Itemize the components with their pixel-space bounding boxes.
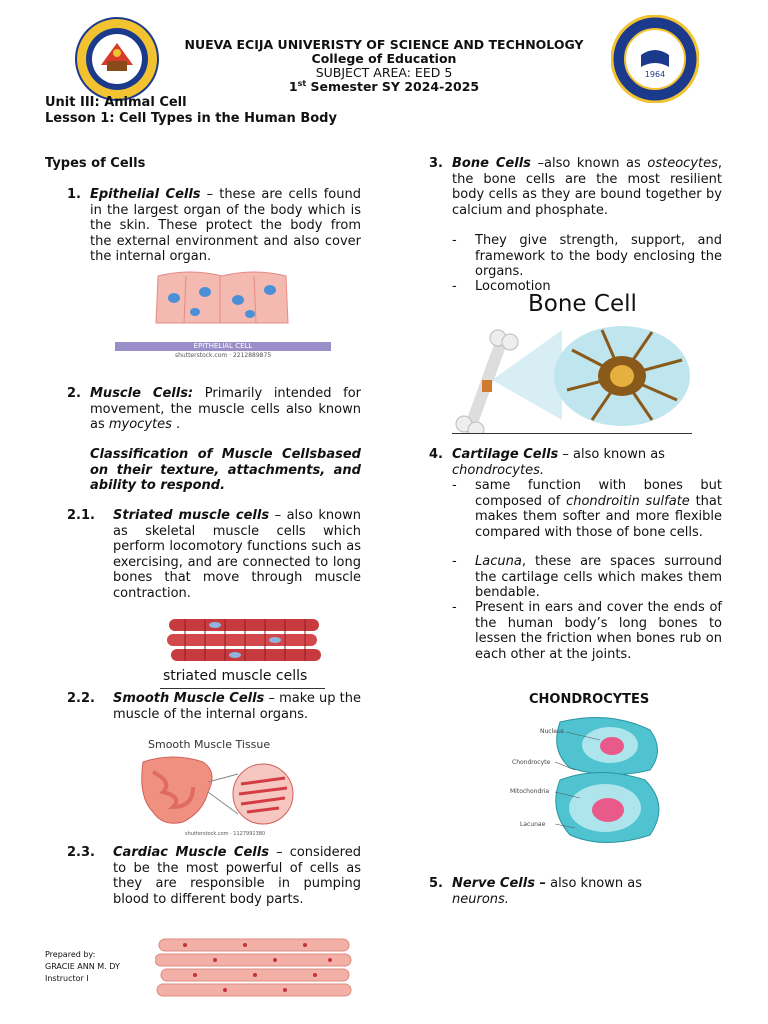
cartilage-bullet-1 [475,478,722,540]
cardiac-text: – considered to be the most powerful of cells as they are responsible in pumping blood to different body parts. [113,845,361,907]
cardiac-muscle-image [155,935,355,1003]
muscle-title: Muscle Cells: [90,386,194,401]
semester-suffix: st [297,79,307,88]
nerve-text-a: also known as [545,876,643,891]
muscle-number: 2. [67,386,81,401]
smooth-title: Smooth Muscle Cells [113,691,265,706]
smooth-muscle-image [133,752,313,832]
bone-image-title: Bone Cell [528,291,637,317]
muscle-classification: Classification of Muscle Cellsbased on their texture, attachments, and ability to respond. [90,447,361,493]
bone-bullet-dash-1: - [452,233,457,248]
epithelial-cell-image [150,268,295,328]
bone-osteocytes: osteocytes [647,156,718,171]
striated-muscle-image [165,613,323,669]
cartilage-bullet-2-b: , these are spaces surround the cartilage cells which makes them bendable. [475,554,722,600]
cartilage-bullet-dash-3: - [452,600,457,615]
college-logo-year: 1964 [644,70,666,79]
striated-paragraph [113,508,361,601]
nerve-title: Nerve Cells – [452,876,546,891]
smooth-image-credit: shutterstock.com · 1127991380 [185,831,266,837]
prepared-by-name: GRACIE ANN M. DY [45,962,120,971]
bone-bullet-1: They give strength, support, and framework to the body enclosing the organs. [475,233,722,279]
striated-image-label: striated muscle cells [163,668,308,684]
chondro-label-chondrocyte: Chondrocyte [512,759,551,766]
striated-underline [160,688,325,689]
bone-text-b: , the bone cells are the most resilient body cells as they are bound together by calcium and phosphate. [452,156,722,218]
epithelial-image-label: EPITHELIAL CELL [115,342,331,351]
bone-bullet-2: Locomotion [475,279,551,294]
chondro-label-nucleus: Nucleus [540,728,564,735]
bone-title: Bone Cells [452,156,531,171]
chondrocytes-image-title: CHONDROCYTES [529,692,650,707]
types-heading: Types of Cells [45,156,146,171]
subject-area: SUBJECT AREA: EED 5 [315,65,453,80]
epithelial-paragraph [90,187,361,265]
epithelial-number: 1. [67,187,81,202]
striated-number: 2.1. [67,508,95,523]
muscle-myocytes: myocytes [108,417,172,432]
muscle-paragraph [90,386,361,433]
cartilage-text-a: – also known as [558,447,665,462]
cartilage-bullet-dash-1: - [452,478,457,493]
semester-number: 1 [288,79,298,95]
cartilage-bullet-1-italic: chondroitin sulfate [566,493,690,509]
cartilage-title: Cartilage Cells [452,447,559,462]
chondro-label-lacunae: Lacunae [520,821,546,828]
smooth-paragraph [113,691,361,722]
prepared-by-label: Prepared by: [45,950,96,959]
striated-text: – also known as skeletal muscle cells which perform locomotory functions such as exercising, and are connected to long bones that move through muscle contraction. [113,508,362,601]
epithelial-image-credit: shutterstock.com · 2212889875 [175,352,272,359]
bone-cell-image [452,320,692,434]
epithelial-title: Epithelial Cells [90,187,201,202]
bone-paragraph [452,156,722,218]
chondro-label-mitochondria: Mitochondria [510,788,550,795]
cartilage-bullet-2 [475,554,722,601]
nerve-neurons: neurons. [452,891,509,907]
cardiac-title: Cardiac Muscle Cells [113,845,269,860]
bone-text-a: –also known as [530,156,648,171]
chondrocytes-image [500,710,700,850]
semester [0,79,768,94]
cartilage-paragraph [452,447,722,478]
cartilage-bullet-dash-2: - [452,554,457,569]
cartilage-chondrocytes: chondrocytes. [452,462,544,478]
unit-title: Unit III: Animal Cell [45,95,187,110]
cartilage-bullet-2-italic: Lacuna [475,554,522,569]
nerve-paragraph [452,876,722,907]
cardiac-paragraph [113,845,361,907]
bone-bullet-dash-2: - [452,279,457,294]
university-name: NUEVA ECIJA UNIVERISTY OF SCIENCE AND TECHNOLOGY [184,37,584,52]
muscle-text-a: Primarily intended for movement, the muscle cells also known as [90,386,361,432]
cartilage-number: 4. [429,447,443,462]
smooth-text: – make up the muscle of the internal organs. [113,691,361,722]
cartilage-bullet-1-a: same function with bones but composed of [475,478,722,509]
cartilage-bullet-1-b: that makes them softer and more flexible compared with those of bone cells. [475,493,722,540]
bone-underline [452,433,692,434]
striated-title: Striated muscle cells [113,508,270,523]
prepared-by [45,949,120,985]
smooth-number: 2.2. [67,691,95,706]
epithelial-text: – these are cells found in the largest organ of the body which is the skin. These protect the body from the external environment and also cover the internal organ. [90,187,361,264]
college-name: College of Education [311,51,457,66]
lesson-title: Lesson 1: Cell Types in the Human Body [45,111,337,126]
cardiac-number: 2.3. [67,845,95,860]
smooth-image-label: Smooth Muscle Tissue [148,738,271,751]
cartilage-bullet-3: Present in ears and cover the ends of the human body’s long bones to lessen the friction when bones rub on each other at the joints. [475,600,722,662]
nerve-number: 5. [429,876,443,891]
bone-number: 3. [429,156,443,171]
prepared-by-title: Instructor I [45,974,89,983]
semester-text: Semester SY 2024-2025 [306,79,480,95]
muscle-text-b: . [171,417,181,432]
